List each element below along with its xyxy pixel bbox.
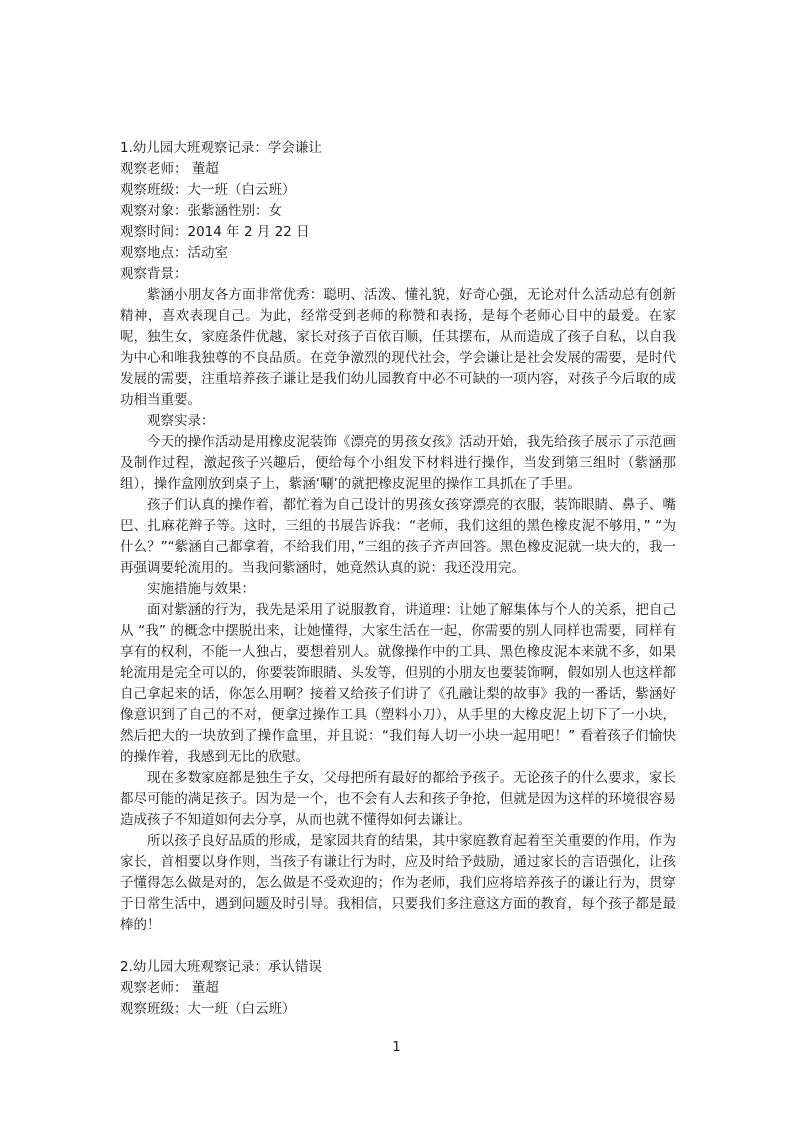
record1-class: 观察班级：大一班（白云班） — [120, 182, 296, 198]
measures-paragraph-2: 现在多数家庭都是独生子女，父母把所有最好的都给予孩子。无论孩子的什么要求，家长都尽可能的满足孩子。因为是一个，也不会有人去和孩子争抢，但就是因为这样的环境很容易造成孩子不知道如何去分享，从而也就不懂得如何去谦让。 — [120, 770, 676, 828]
record2-teacher: 观察老师： 董超 — [120, 980, 219, 996]
document-body — [120, 138, 676, 1020]
record1-time: 观察时间：2014 年 2 月 22 日 — [120, 224, 310, 240]
record-paragraph-2: 孩子们认真的操作着，都忙着为自己设计的男孩女孩穿漂亮的衣服，装饰眼睛、鼻子、嘴巴、扎麻花辫子等。这时，三组的书展告诉我：“老师，我们这组的黑色橡皮泥不够用，” “为什么？”“紫涵自己都拿着，不给我们用，”三组的孩子齐声回答。黑色橡皮泥就一块大的，我一再强调要轮流用的。当我问紫涵时，她竟然认真的说：我还没用完。 — [120, 497, 676, 576]
record1-title: 1.幼儿园大班观察记录：学会谦让 — [120, 140, 322, 156]
record-label: 观察实录： — [147, 413, 215, 429]
background-paragraph: 紫涵小朋友各方面非常优秀：聪明、活泼、懂礼貌，好奇心强，无论对什么活动总有创新精神，喜欢表现自己。为此，经常受到老师的称赞和表扬，是每个老师心目中的最爱。在家呢，独生女，家庭条件优越，家长对孩子百依百顺，任其摆布，从而造成了孩子自私，以自我为中心和唯我独尊的不良品质。在竞争激烈的现代社会，学会谦让是社会发展的需要，是时代发展的需要，注重培养孩子谦让是我们幼儿园教育中必不可缺的一项内容，对孩子今后取的成功相当重要。 — [120, 287, 676, 408]
record1-teacher: 观察老师： 董超 — [120, 161, 219, 177]
measures-label: 实施措施与效果： — [147, 581, 255, 597]
record1-place: 观察地点：活动室 — [120, 245, 228, 261]
page-number: 1 — [392, 1040, 401, 1055]
section-gap — [120, 936, 676, 957]
measures-paragraph-3: 所以孩子良好品质的形成，是家园共育的结果，其中家庭教育起着至关重要的作用，作为家长，首相要以身作则，当孩子有谦让行为时，应及时给予鼓励，通过家长的言语强化，让孩子懂得怎么做是对的，怎么做是不受欢迎的；作为老师，我们应将培养孩子的谦让行为，贯穿于日常生活中，遇到问题及时引导。我相信，只要我们多注意这方面的教育，每个孩子都是最棒的！ — [120, 833, 676, 933]
record2-title: 2.幼儿园大班观察记录：承认错误 — [120, 959, 322, 975]
record-paragraph-1: 今天的操作活动是用橡皮泥装饰《漂亮的男孩女孩》活动开始，我先给孩子展示了示范画及制作过程，激起孩子兴趣后，便给每个小组发下材料进行操作，当发到第三组时（紫涵那组），操作盒刚放到桌子上，紫涵‘唰’的就把橡皮泥里的操作工具抓在了手里。 — [120, 434, 676, 492]
record1-subject: 观察对象：张紫涵性别：女 — [120, 203, 282, 219]
measures-paragraph-1: 面对紫涵的行为，我先是采用了说服教育，讲道理：让她了解集体与个人的关系，把自己从 “我” 的概念中摆脱出来，让她懂得，大家生活在一起，你需要的别人同样也需要，同样有享有的权利，不能一人独占，要想着别人。就像操作中的工具、黑色橡皮泥本来就不多，如果轮流用是完全可以的，你要装饰眼睛、头发等，但别的小朋友也要装饰啊，假如别人也这样都自己拿起来的话，你怎么用啊？接着又给孩子们讲了《孔融让梨的故事》我的一番话，紫涵好像意识到了自己的不对，便拿过操作工具（塑料小刀），从手里的大橡皮泥上切下了一小块，然后把大的一块放到了操作盒里，并且说：“我们每人切一小块一起用吧！” 看着孩子们愉快的操作着，我感到无比的欣慰。 — [120, 602, 676, 765]
record2-class: 观察班级：大一班（白云班） — [120, 1001, 296, 1017]
background-label: 观察背景： — [120, 266, 188, 282]
